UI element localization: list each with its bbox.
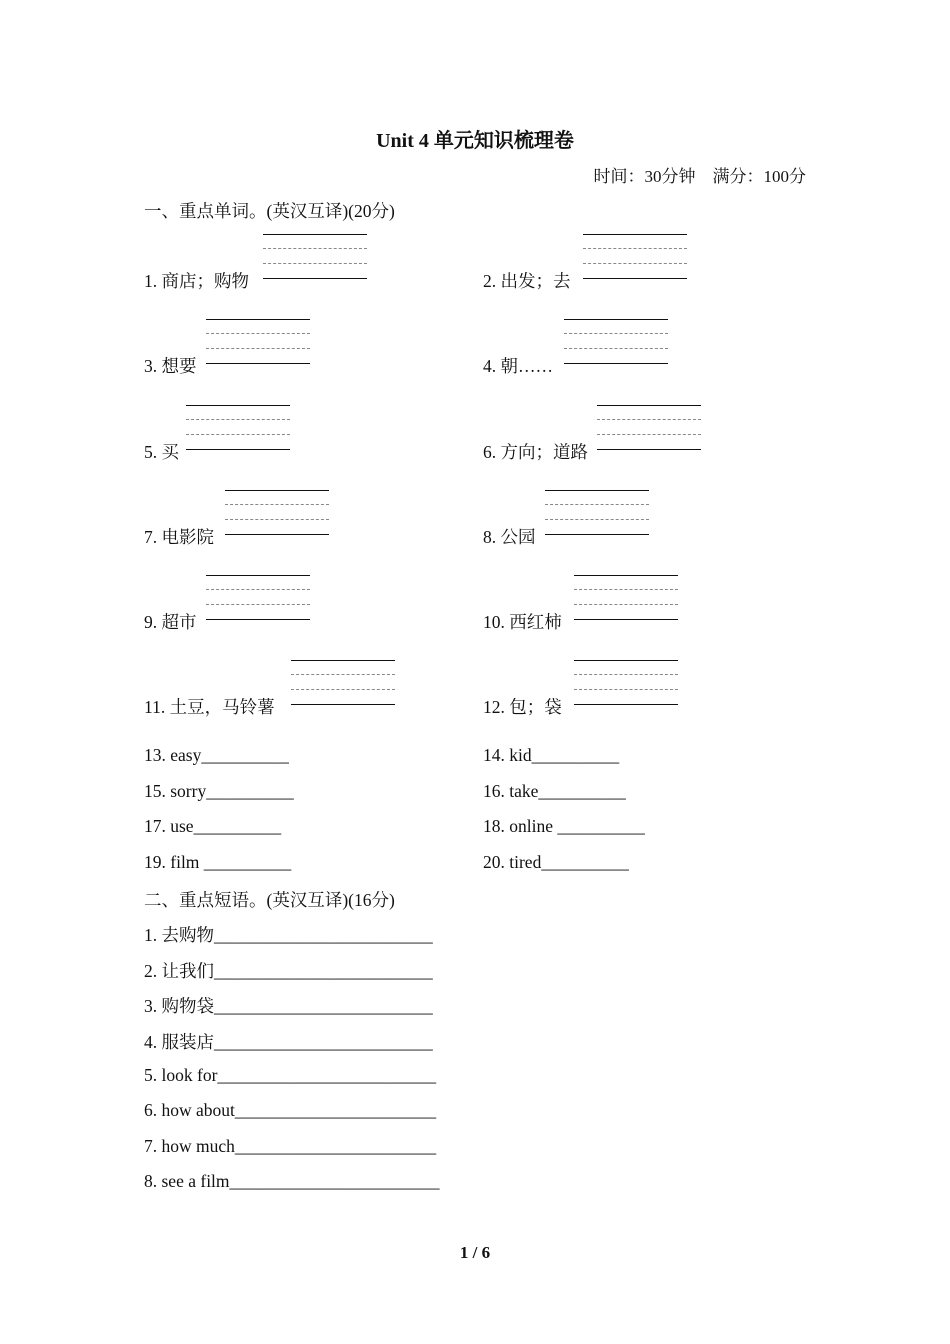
writing-lines-2[interactable] <box>583 234 687 262</box>
writing-lines-8[interactable] <box>545 490 649 518</box>
word-item-10: 10. 西红柿 <box>483 612 562 632</box>
english-item-19[interactable]: 19. film __________ <box>144 852 292 872</box>
english-item-20[interactable]: 20. tired__________ <box>483 852 629 872</box>
writing-lines-1[interactable] <box>263 234 367 262</box>
writing-lines-11[interactable] <box>291 660 395 688</box>
phrase-item-7[interactable]: 7. how much_______________________ <box>144 1136 437 1156</box>
word-item-2: 2. 出发；去 <box>483 271 571 291</box>
phrase-item-3[interactable]: 3. 购物袋_________________________ <box>144 996 433 1016</box>
word-item-3: 3. 想要 <box>144 356 197 376</box>
word-item-11: 11. 土豆，马铃薯 <box>144 697 275 717</box>
phrase-item-1[interactable]: 1. 去购物_________________________ <box>144 925 433 945</box>
word-item-1: 1. 商店；购物 <box>144 271 249 291</box>
word-item-12: 12. 包；袋 <box>483 697 562 717</box>
english-item-13[interactable]: 13. easy__________ <box>144 745 289 765</box>
section-2-heading: 二、重点短语。(英汉互译)(16分) <box>144 890 395 910</box>
english-item-14[interactable]: 14. kid__________ <box>483 745 620 765</box>
phrase-item-8[interactable]: 8. see a film________________________ <box>144 1171 440 1191</box>
word-item-5: 5. 买 <box>144 442 179 462</box>
word-item-7: 7. 电影院 <box>144 527 214 547</box>
writing-lines-12[interactable] <box>574 660 678 688</box>
word-item-8: 8. 公园 <box>483 527 536 547</box>
exam-meta: 时间：30分钟 满分：100分 <box>593 167 806 186</box>
word-item-9: 9. 超市 <box>144 612 197 632</box>
phrase-item-2[interactable]: 2. 让我们_________________________ <box>144 961 433 981</box>
english-item-15[interactable]: 15. sorry__________ <box>144 781 294 801</box>
word-item-6: 6. 方向；道路 <box>483 442 588 462</box>
phrase-item-6[interactable]: 6. how about_______________________ <box>144 1100 437 1120</box>
writing-lines-6[interactable] <box>597 405 701 433</box>
english-item-17[interactable]: 17. use__________ <box>144 816 282 836</box>
english-item-18[interactable]: 18. online __________ <box>483 816 645 836</box>
page-number: 1 / 6 <box>459 1243 491 1262</box>
word-item-4: 4. 朝…… <box>483 356 553 376</box>
writing-lines-3[interactable] <box>206 319 310 347</box>
writing-lines-10[interactable] <box>574 575 678 603</box>
writing-lines-9[interactable] <box>206 575 310 603</box>
section-1-heading: 一、重点单词。(英汉互译)(20分) <box>144 201 395 221</box>
phrase-item-4[interactable]: 4. 服装店_________________________ <box>144 1032 433 1052</box>
writing-lines-7[interactable] <box>225 490 329 518</box>
phrase-item-5[interactable]: 5. look for_________________________ <box>144 1065 437 1085</box>
english-item-16[interactable]: 16. take__________ <box>483 781 626 801</box>
writing-lines-4[interactable] <box>564 319 668 347</box>
writing-lines-5[interactable] <box>186 405 290 433</box>
page-title: Unit 4 单元知识梳理卷 <box>376 130 574 152</box>
